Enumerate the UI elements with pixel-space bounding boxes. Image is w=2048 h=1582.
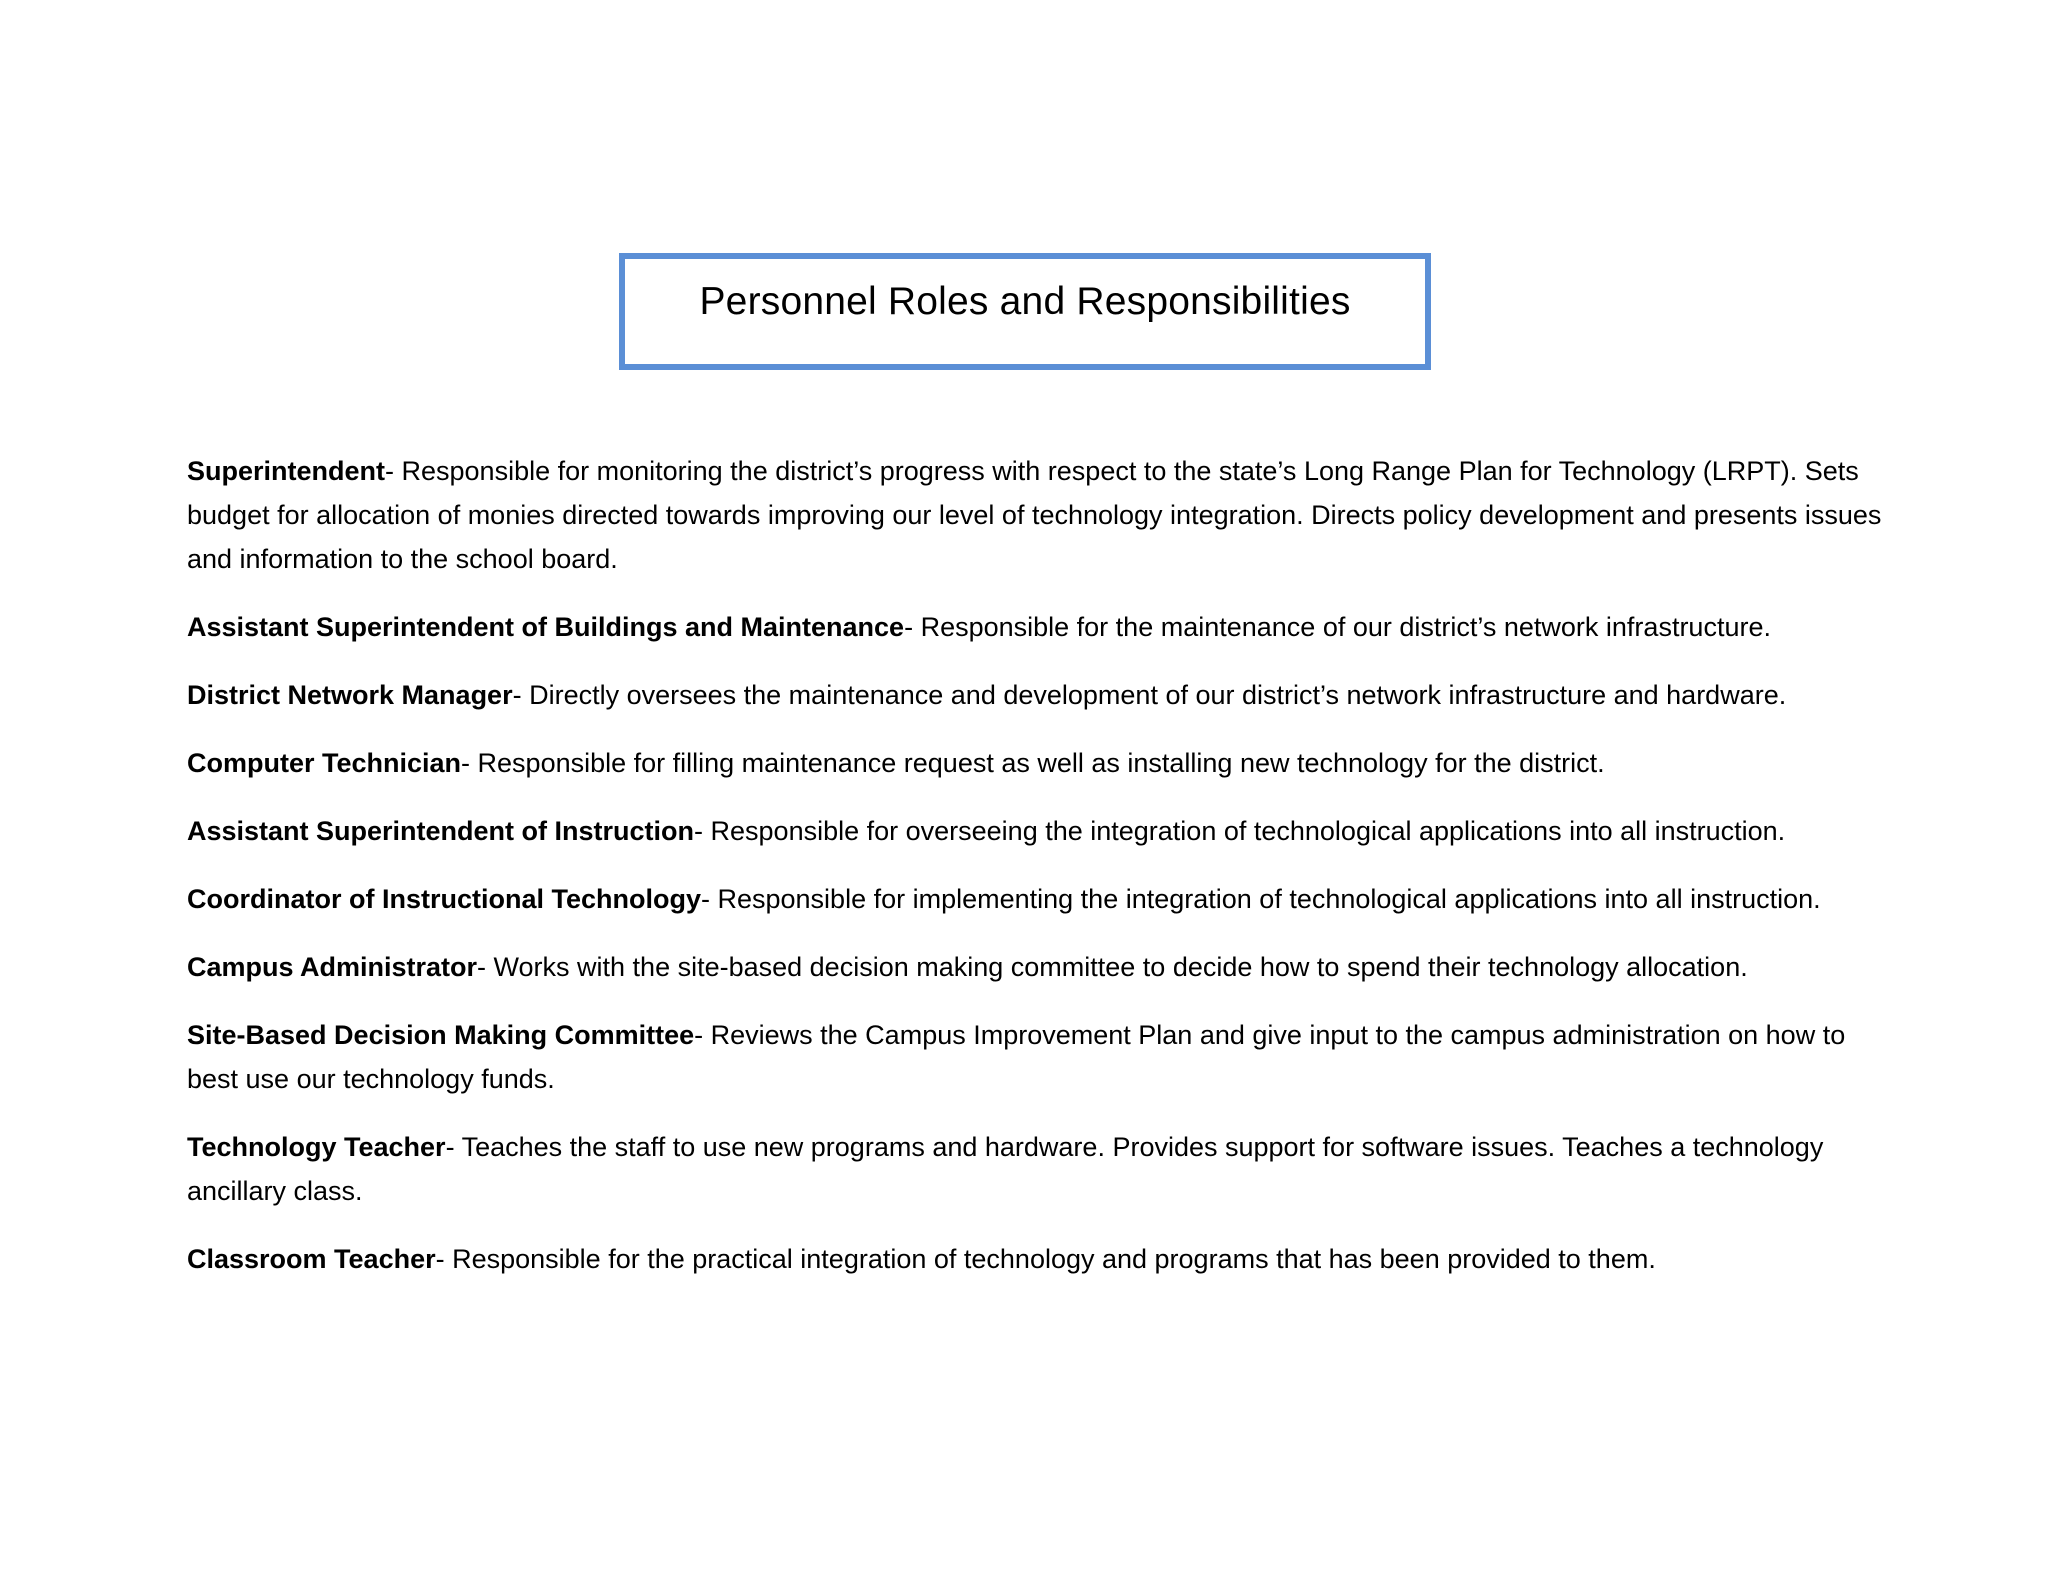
role-name: District Network Manager <box>187 680 513 710</box>
page-title: Personnel Roles and Responsibilities <box>699 280 1351 323</box>
roles-list <box>187 449 1887 1305</box>
role-description: - Teaches the staff to use new programs and hardware. Provides support for software issues. Teaches a technology ancillary class. <box>187 1132 1824 1206</box>
role-name: Coordinator of Instructional Technology <box>187 884 701 914</box>
role-description: - Works with the site-based decision making committee to decide how to spend their technology allocation. <box>477 952 1748 982</box>
title-box <box>619 253 1431 370</box>
role-name: Assistant Superintendent of Buildings and Maintenance <box>187 612 905 642</box>
role-paragraph-technology-teacher <box>187 1125 1887 1213</box>
role-paragraph-assistant-superintendent-instruction <box>187 809 1887 853</box>
role-paragraph-district-network-manager <box>187 673 1887 717</box>
role-description: - Responsible for overseeing the integration of technological applications into all instruction. <box>694 816 1786 846</box>
role-name: Technology Teacher <box>187 1132 446 1162</box>
role-paragraph-coordinator-instructional-technology <box>187 877 1887 921</box>
role-description: - Responsible for monitoring the district’s progress with respect to the state’s Long Range Plan for Technology (LRPT). Sets budget for allocation of monies directed towards improving our level of technology integration. Directs policy development and presents issues and information to the school board. <box>187 456 1882 574</box>
role-paragraph-computer-technician <box>187 741 1887 785</box>
role-description: - Responsible for the practical integration of technology and programs that has been provided to them. <box>435 1244 1656 1274</box>
role-paragraph-superintendent <box>187 449 1887 581</box>
role-paragraph-classroom-teacher <box>187 1237 1887 1281</box>
role-name: Assistant Superintendent of Instruction <box>187 816 695 846</box>
role-description: - Responsible for the maintenance of our district’s network infrastructure. <box>904 612 1771 642</box>
role-paragraph-site-based-committee <box>187 1013 1887 1101</box>
role-name: Site-Based Decision Making Committee <box>187 1020 695 1050</box>
role-name: Campus Administrator <box>187 952 478 982</box>
role-description: - Responsible for filling maintenance request as well as installing new technology for the district. <box>461 748 1605 778</box>
role-description: - Directly oversees the maintenance and development of our district’s network infrastructure and hardware. <box>512 680 1787 710</box>
role-description: - Responsible for implementing the integration of technological applications into all instruction. <box>701 884 1821 914</box>
role-name: Computer Technician <box>187 748 462 778</box>
role-paragraph-campus-administrator <box>187 945 1887 989</box>
role-name: Classroom Teacher <box>187 1244 436 1274</box>
role-description: - Reviews the Campus Improvement Plan and give input to the campus administration on how to best use our technology funds. <box>187 1020 1846 1094</box>
role-name: Superintendent <box>187 456 386 486</box>
role-paragraph-assistant-superintendent-buildings <box>187 605 1887 649</box>
